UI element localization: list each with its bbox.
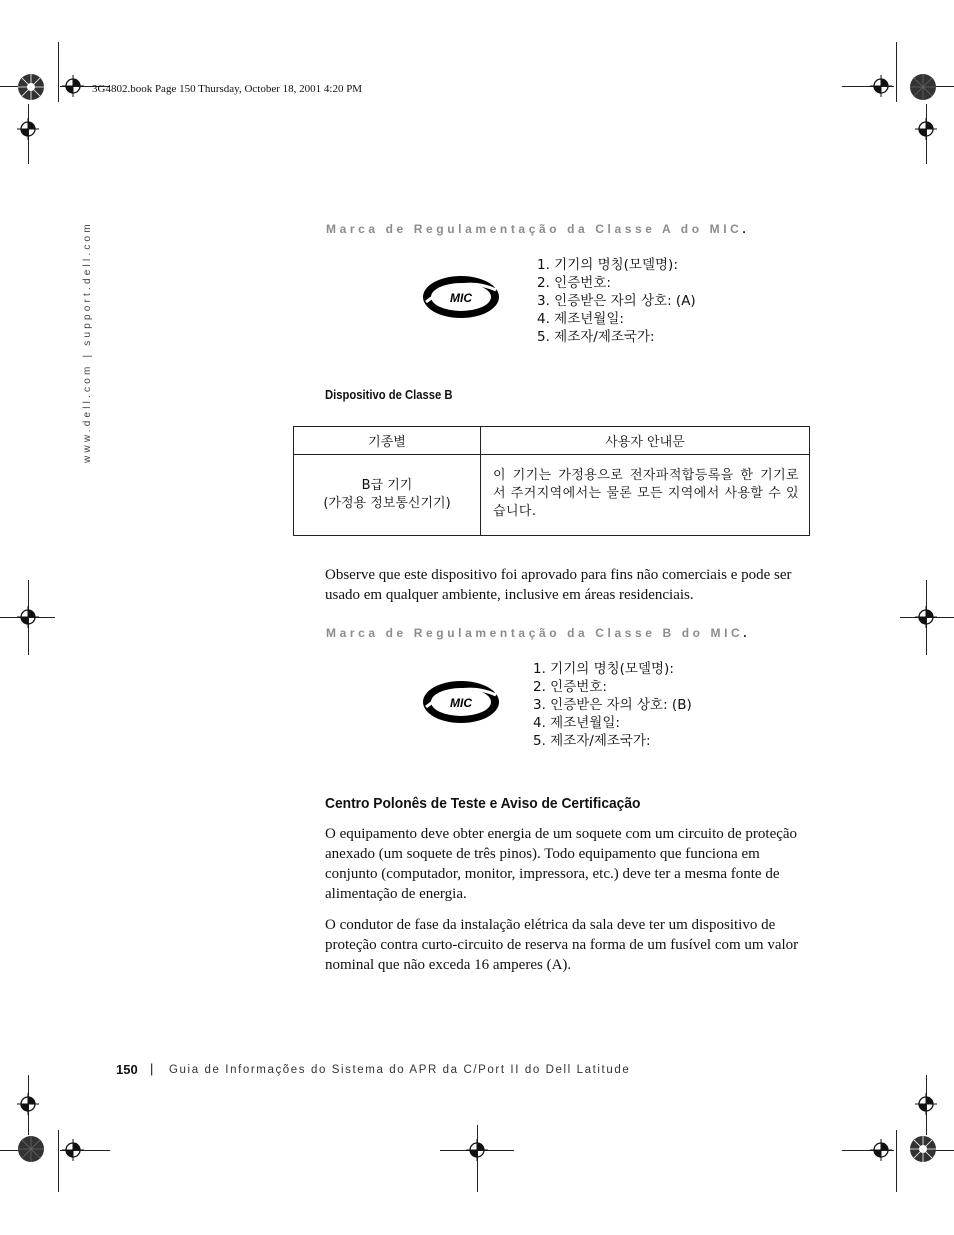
list-item: 4. 제조년월일:	[537, 311, 624, 327]
table-row	[294, 455, 810, 536]
starburst-mark-icon	[17, 73, 45, 101]
poland-paragraph-1: O equipamento deve obter energia de um soquete com um circuito de proteção anexado (um soquete de três pinos). Todo equipamento que funciona em conjunto (computador, monitor, impressora, etc.) deve ter a mesma fonte de alimentação de energia.	[325, 826, 798, 902]
registration-target-icon	[870, 75, 892, 97]
table-header-row	[294, 427, 810, 455]
registration-target-icon	[915, 1093, 937, 1115]
book-info-header: 3G4802.book Page 150 Thursday, October 18, 2001 4:20 PM	[92, 83, 363, 95]
table-header-cell: 사용자 안내문	[481, 427, 810, 455]
poland-heading: Centro Polonês de Teste e Aviso de Certificação	[325, 795, 641, 812]
mic-class-a-label: Marca de Regulamentação da Classe A do MIC .	[326, 222, 746, 236]
sidebar-url: www.dell.com | support.dell.com	[82, 221, 93, 463]
starburst-mark-icon	[909, 73, 937, 101]
registration-target-icon	[17, 606, 39, 628]
starburst-mark-icon	[909, 1135, 937, 1163]
table-cell-line: B급 기기	[361, 477, 413, 493]
class-b-heading: Dispositivo de Classe B	[325, 388, 453, 402]
registration-target-icon	[870, 1139, 892, 1161]
registration-target-icon	[17, 1093, 39, 1115]
list-item: 5. 제조자/제조국가:	[533, 733, 651, 749]
registration-target-icon	[62, 75, 84, 97]
starburst-mark-icon	[17, 1135, 45, 1163]
poland-paragraph-2: O condutor de fase da instalação elétrica da sala deve ter um dispositivo de proteção contra curto-circuito de reserva na forma de um fusível com um valor nominal que não exceda 16 amperes (A).	[325, 917, 799, 973]
mic-logo-icon	[420, 677, 502, 727]
mic-class-b-list	[533, 660, 692, 750]
registration-target-icon	[17, 118, 39, 140]
mic-class-b-logo	[420, 677, 502, 732]
mic-logo-text: MIC	[450, 696, 472, 710]
mic-class-a-logo	[420, 272, 502, 327]
mic-class-a-list	[537, 256, 696, 346]
list-item: 3. 인증받은 자의 상호: (A)	[537, 293, 696, 309]
table-cell-line: (가정용 정보통신기기)	[323, 495, 451, 511]
class-b-table	[293, 426, 810, 536]
footer-title: Guia de Informações do Sistema do APR da C/Port II do Dell Latitude	[169, 1064, 631, 1076]
table-cell	[294, 455, 481, 536]
list-item: 2. 인증번호:	[537, 275, 611, 291]
mic-logo-text: MIC	[450, 291, 472, 305]
list-item: 1. 기기의 명칭(모델명):	[537, 257, 678, 273]
class-b-paragraph: Observe que este dispositivo foi aprovado para fins não comerciais e pode ser usado em qualquer ambiente, inclusive em áreas residenciais.	[325, 567, 792, 603]
table-cell: 이 기기는 가정용으로 전자파적합등록을 한 기기로서 주거지역에서는 물론 모든 지역에서 사용할 수 있습니다.	[481, 455, 810, 536]
mic-class-b-label: Marca de Regulamentação da Classe B do MIC .	[326, 626, 747, 640]
registration-target-icon	[466, 1139, 488, 1161]
list-item: 3. 인증받은 자의 상호: (B)	[533, 697, 692, 713]
registration-target-icon	[62, 1139, 84, 1161]
list-item: 4. 제조년월일:	[533, 715, 620, 731]
list-item: 5. 제조자/제조국가:	[537, 329, 655, 345]
page-number: 150	[116, 1062, 138, 1077]
list-item: 2. 인증번호:	[533, 679, 607, 695]
list-item: 1. 기기의 명칭(모델명):	[533, 661, 674, 677]
registration-target-icon	[915, 118, 937, 140]
mic-logo-icon	[420, 272, 502, 322]
table-header-cell: 기종별	[294, 427, 481, 455]
footer-separator: |	[150, 1061, 154, 1076]
registration-target-icon	[915, 606, 937, 628]
